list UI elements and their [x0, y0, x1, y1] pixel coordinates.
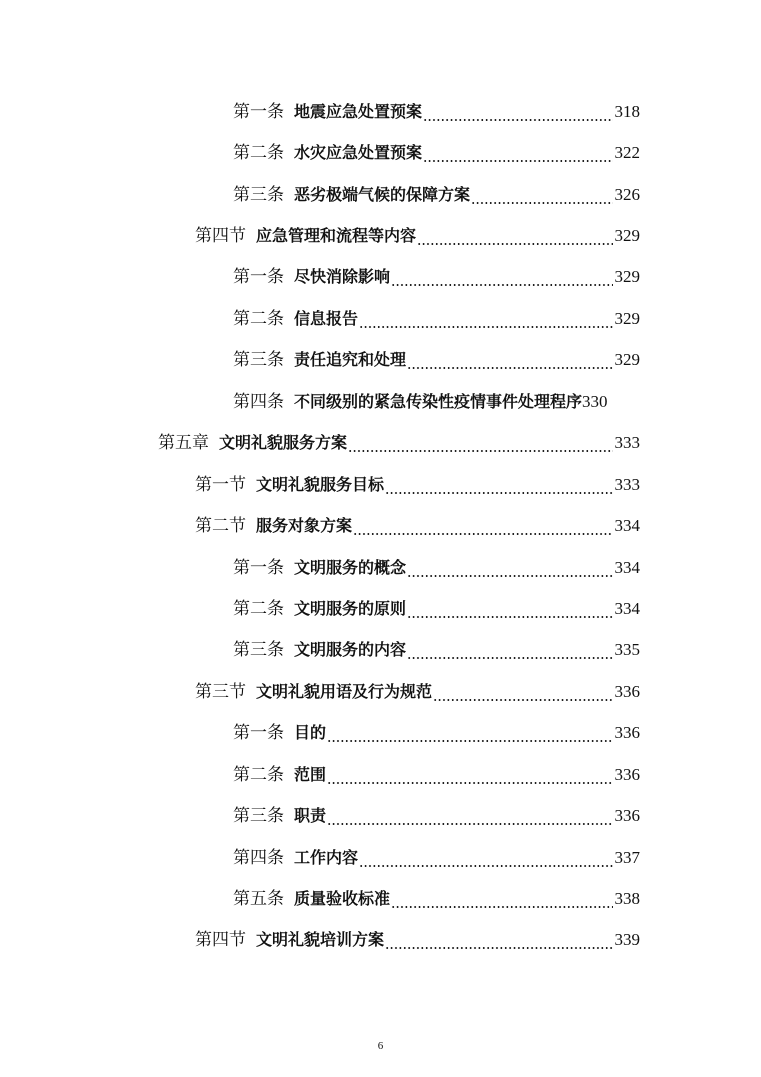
- toc-entry-page: 336: [614, 806, 640, 826]
- toc-dot-leader: [327, 806, 612, 826]
- toc-entry[interactable]: [0, 340, 761, 381]
- toc-entry-label: 第三条: [233, 184, 284, 205]
- toc-dot-leader: [391, 889, 612, 909]
- toc-entry-title: 文明礼貌服务方案: [219, 433, 348, 453]
- toc-entry-title: 恶劣极端气候的保障方案: [294, 184, 471, 204]
- toc-entry-page: 329: [614, 267, 640, 287]
- toc-entry[interactable]: [0, 423, 761, 464]
- toc-entry-label: 第五章: [158, 433, 209, 454]
- toc-entry-label: 第二节: [195, 516, 246, 537]
- toc-entry-label: 第二条: [233, 143, 284, 164]
- toc-entry-title: 信息报告: [294, 308, 359, 328]
- toc-entry[interactable]: [0, 837, 761, 878]
- toc-entry[interactable]: [0, 381, 761, 422]
- toc-entry-page: 336: [614, 723, 640, 743]
- toc-entry-page: 336: [614, 764, 640, 784]
- toc-entry[interactable]: [0, 588, 761, 629]
- toc-entry[interactable]: [0, 132, 761, 173]
- toc-dot-leader: [348, 433, 612, 453]
- toc-dot-leader: [391, 267, 612, 287]
- toc-entry-page: 333: [614, 474, 640, 494]
- toc-dot-leader: [385, 930, 612, 950]
- toc-entry-title: 范围: [294, 764, 327, 784]
- toc-dot-leader: [471, 185, 612, 205]
- toc-entry-label: 第四节: [195, 930, 246, 951]
- toc-entry-title: 文明服务的原则: [294, 598, 407, 618]
- toc-entry-label: 第一条: [233, 723, 284, 744]
- toc-entry[interactable]: [0, 630, 761, 671]
- toc-entry-page: 334: [614, 516, 640, 536]
- toc-entry-page: 334: [614, 557, 640, 577]
- toc-entry-label: 第一节: [195, 474, 246, 495]
- toc-entry-title: 质量验收标准: [294, 889, 391, 909]
- toc-entry-label: 第四条: [233, 391, 284, 412]
- toc-entry-title: 地震应急处置预案: [294, 101, 423, 121]
- toc-entry[interactable]: [0, 257, 761, 298]
- toc-dot-leader: [327, 765, 612, 785]
- toc-entry-label: 第五条: [233, 889, 284, 910]
- toc-dot-leader: [359, 848, 612, 868]
- toc-entry-title: 应急管理和流程等内容: [256, 226, 417, 246]
- toc-dot-leader: [353, 516, 612, 536]
- toc-dot-leader: [407, 599, 612, 619]
- toc-entry[interactable]: [0, 754, 761, 795]
- toc-entry-page: 318: [614, 101, 640, 121]
- toc-entry-page: 335: [614, 640, 640, 660]
- toc-entry[interactable]: [0, 91, 761, 132]
- toc-entry-label: 第三条: [233, 640, 284, 661]
- toc-entry-page: 329: [614, 350, 640, 370]
- toc-entry[interactable]: [0, 298, 761, 339]
- toc-entry[interactable]: [0, 215, 761, 256]
- toc-entry-label: 第二条: [233, 764, 284, 785]
- toc-entry[interactable]: [0, 671, 761, 712]
- toc-entry-page: 333: [614, 433, 640, 453]
- toc-entry-page: 339: [614, 930, 640, 950]
- toc-dot-leader: [407, 558, 612, 578]
- toc-entry-page: 337: [614, 847, 640, 867]
- toc-entry-label: 第四条: [233, 847, 284, 868]
- toc-entry-label: 第一条: [233, 557, 284, 578]
- toc-entry-label: 第一条: [233, 267, 284, 288]
- toc-entry-title: 目的: [294, 723, 327, 743]
- toc-dot-leader: [327, 723, 612, 743]
- toc-entry-page: 336: [614, 681, 640, 701]
- toc-entry[interactable]: [0, 464, 761, 505]
- toc-entry-page: 334: [614, 598, 640, 618]
- toc-dot-leader: [407, 640, 612, 660]
- toc-entry[interactable]: [0, 795, 761, 836]
- toc-entry-page: 322: [614, 143, 640, 163]
- toc-entry-label: 第三节: [195, 681, 246, 702]
- toc-entry-label: 第四节: [195, 226, 246, 247]
- toc-entry-title: 文明礼貌培训方案: [256, 930, 385, 950]
- page-number: 6: [377, 1040, 384, 1052]
- toc-dot-leader: [423, 102, 612, 122]
- toc-dot-leader: [359, 309, 612, 329]
- toc-dot-leader: [433, 682, 612, 702]
- toc-entry-page: 326: [614, 184, 640, 204]
- toc-entry-title: 不同级别的紧急传染性疫情事件处理程序: [294, 391, 583, 411]
- toc-dot-leader: [417, 226, 612, 246]
- toc-entry-label: 第三条: [233, 806, 284, 827]
- toc-dot-leader: [385, 475, 612, 495]
- toc-entry-label: 第一条: [233, 101, 284, 122]
- toc-entry-title: 服务对象方案: [256, 516, 353, 536]
- toc-entry-title: 文明服务的内容: [294, 640, 407, 660]
- toc-entry-label: 第二条: [233, 308, 284, 329]
- toc-entry[interactable]: [0, 505, 761, 546]
- toc-entry-title: 水灾应急处置预案: [294, 143, 423, 163]
- toc-dot-leader: [407, 350, 612, 370]
- toc-entry-page: 329: [614, 226, 640, 246]
- toc-entry-label: 第二条: [233, 598, 284, 619]
- table-of-contents: [0, 91, 761, 961]
- toc-entry-title: 文明礼貌服务目标: [256, 474, 385, 494]
- toc-entry-page: 330: [582, 391, 608, 411]
- toc-entry-title: 工作内容: [294, 847, 359, 867]
- toc-entry-page: 338: [614, 889, 640, 909]
- toc-entry-label: 第三条: [233, 350, 284, 371]
- toc-entry[interactable]: [0, 174, 761, 215]
- toc-entry[interactable]: [0, 713, 761, 754]
- toc-entry-page: 329: [614, 308, 640, 328]
- toc-entry[interactable]: [0, 547, 761, 588]
- toc-entry-title: 责任追究和处理: [294, 350, 407, 370]
- toc-entry-title: 文明礼貌用语及行为规范: [256, 681, 433, 701]
- toc-dot-leader: [423, 143, 612, 163]
- toc-entry-title: 职责: [294, 806, 327, 826]
- toc-entry[interactable]: [0, 878, 761, 919]
- toc-entry-title: 文明服务的概念: [294, 557, 407, 577]
- toc-entry-title: 尽快消除影响: [294, 267, 391, 287]
- toc-entry[interactable]: [0, 920, 761, 961]
